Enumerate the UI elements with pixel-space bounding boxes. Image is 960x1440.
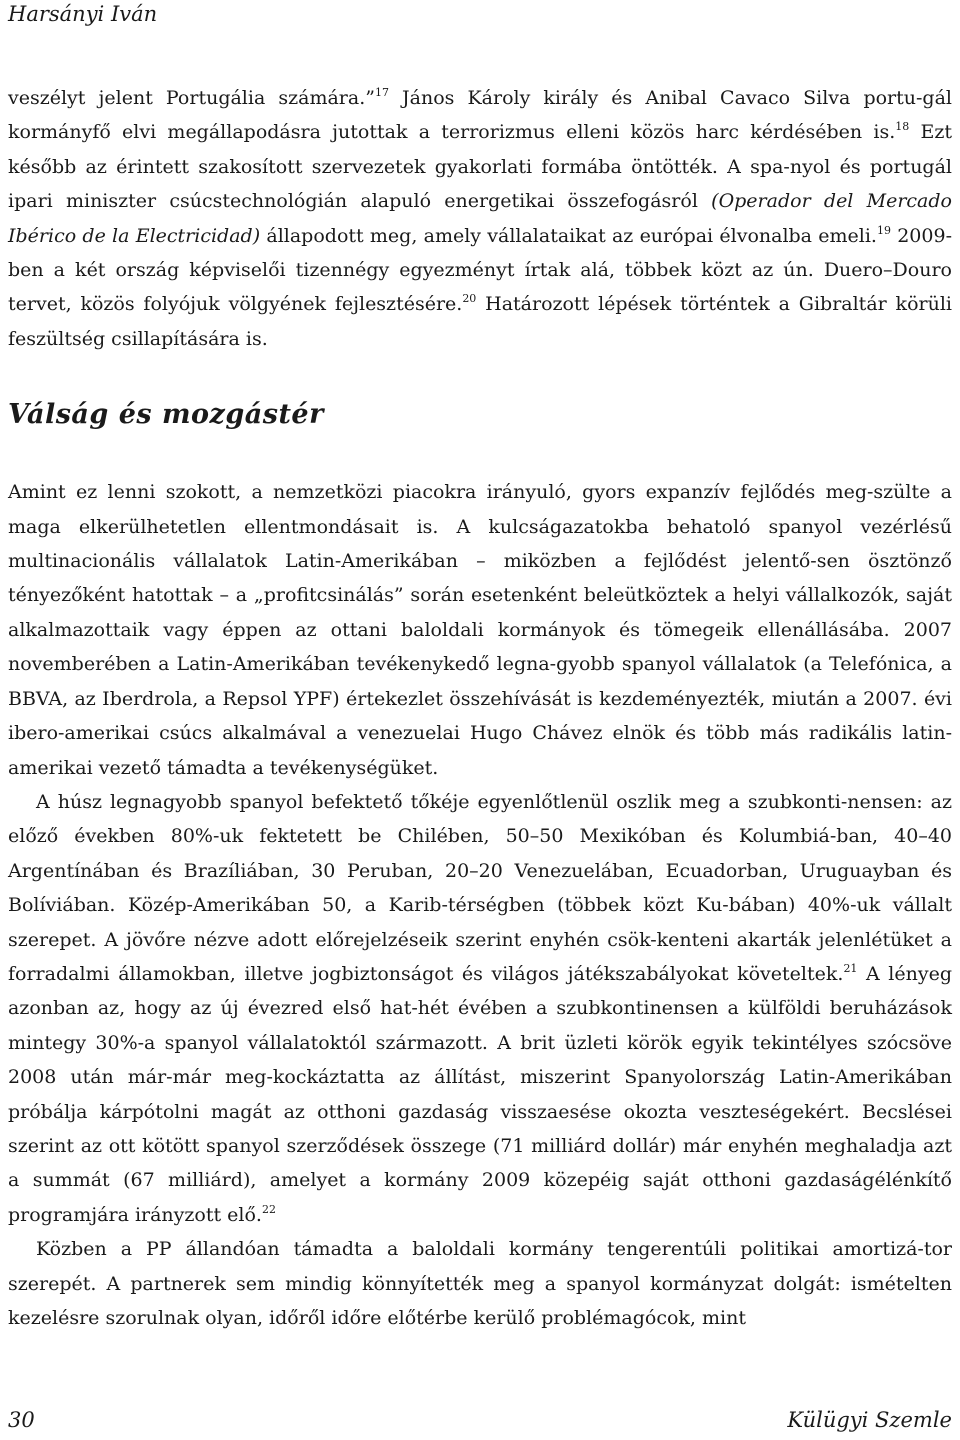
running-head-author: Harsányi Iván	[8, 2, 158, 26]
footnote-ref-21[interactable]: 21	[843, 961, 858, 975]
footnote-ref-20[interactable]: 20	[462, 292, 477, 306]
page-number: 30	[8, 1408, 35, 1432]
section-heading: Válság és mozgástér	[8, 399, 324, 431]
journal-title: Külügyi Szemle	[787, 1408, 952, 1432]
paragraph-crisis: Amint ez lenni szokott, a nemzetközi piacokra irányuló, gyors expanzív fejlődés meg-szülte a maga elkerülhetetlen ellentmondásait is. A kulcságazatokba behatoló spanyol vezérlésű multinacionális vállalatok Latin-Amerikában – miközben a fejlődést jelentő-sen ösztönző tényezőként hatottak – a „profitcsinálás” során esetenként beleütköztek a helyi vállalkozók, saját alkalmazottaik vagy éppen az ottani baloldali kormányok és tömegeik ellenállásába. 2007 novemberében a Latin-Amerikában tevékenykedő legna-gyobb spanyol vállalatok (a Telefónica, a BBVA, az Iberdrola, a Repsol YPF) értekezlet összehívását is kezdeményezték, miután a 2007. évi ibero-amerikai csúcs alkalmával a venezuelai Hugo Chávez elnök és több más radikális latin-amerikai vezető támadta a tevékenységüket.	[8, 481, 952, 779]
paragraph-pp: Közben a PP állandóan támadta a baloldali kormány tengerentúli politikai amortizá-tor szerepét. A partnerek sem mindig könnyítették meg a spanyol kormányzat dolgát: ismételten kezelésre szorulnak olyan, időről időre előtérbe kerülő problémagócok, mint	[8, 1238, 952, 1329]
footnote-ref-17[interactable]: 17	[374, 86, 389, 99]
paragraph-investors: A húsz legnagyobb spanyol befektető tőkéje egyenlőtlenül oszlik meg a szubkonti-nensen: az előző években 80%-uk fektetett be Chilében, 50–50 Mexikóban és Kolumbiá-ban, 40–40 Argentínában és Brazíliában, 30 Peruban, 20–20 Venezuelában, Ecuadorban, Uruguayban és Bolíviában. Közép-Amerikában 50, a Karib-térségben (többek közt Ku-bában) 40%-uk vállalt szerepet. A jövőre nézve adott előrejelzéseik szerint enyhén csök-kenteni akarták jelenlétüket a forradalmi államokban, illetve jogbiztonságot és világos játékszabályokat követeltek.$^{21}$ A lényeg azonban az, hogy az új évezred első hat-hét évében a szubkontinensen a külföldi beruházások mintegy 30%-a spanyol vállalatoktól származott. A brit üzleti körök egyik tekintélyes szócsöve 2008 után már-már meg-kockáztatta az állítást, miszerint Spanyolország Latin-Amerikában próbálja kárpótolni magát az otthoni gazdaság visszaesése okozta veszteségekért. Becslései szerint az ott kötött spanyol szerződések összege (71 milliárd dollár) már enyhén meghaladja azt a summát (67 milliárd), amelyet a kormány 2009 közepéig saját otthoni gazdaságélénkítő programjára irányzott elő.$^{22}$	[8, 790, 953, 1226]
footnote-ref-22[interactable]: 22	[261, 1202, 276, 1216]
italic-organization-name: (Operador del Mercado Ibérico de la Electricidad)	[8, 190, 952, 247]
page-body	[8, 81, 952, 1335]
paragraph-portugal: veszélyt jelent Portugália számára.”$^{17}$ János Károly király és Anibal Cavaco Silva portu-gál kormányfő elvi megállapodásra jutottak a terrorizmus elleni közös harc kérdésében is.$^{18}$ Ezt később az érintett szakosított szervezetek gyakorlati formába öntötték. A spa-nyol és portugál ipari miniszter csúcstechnológián alapuló energetikai összefogásról (Operador del Mercado Ibérico de la Electricidad) állapodott meg, amely vállalataikat az európai élvonalba emeli.$^{19}$ 2009-ben a két ország képviselői tizennégy egyezményt írtak alá, többek közt az ún. Duero–Douro tervet, közös folyójuk völgyének fejlesztésére.$^{20}$ Határozott lépések történtek a Gibraltár körüli feszültség csillapítására is.	[8, 86, 953, 350]
footnote-ref-19[interactable]: 19	[876, 223, 891, 237]
footnote-ref-18[interactable]: 18	[895, 120, 910, 134]
